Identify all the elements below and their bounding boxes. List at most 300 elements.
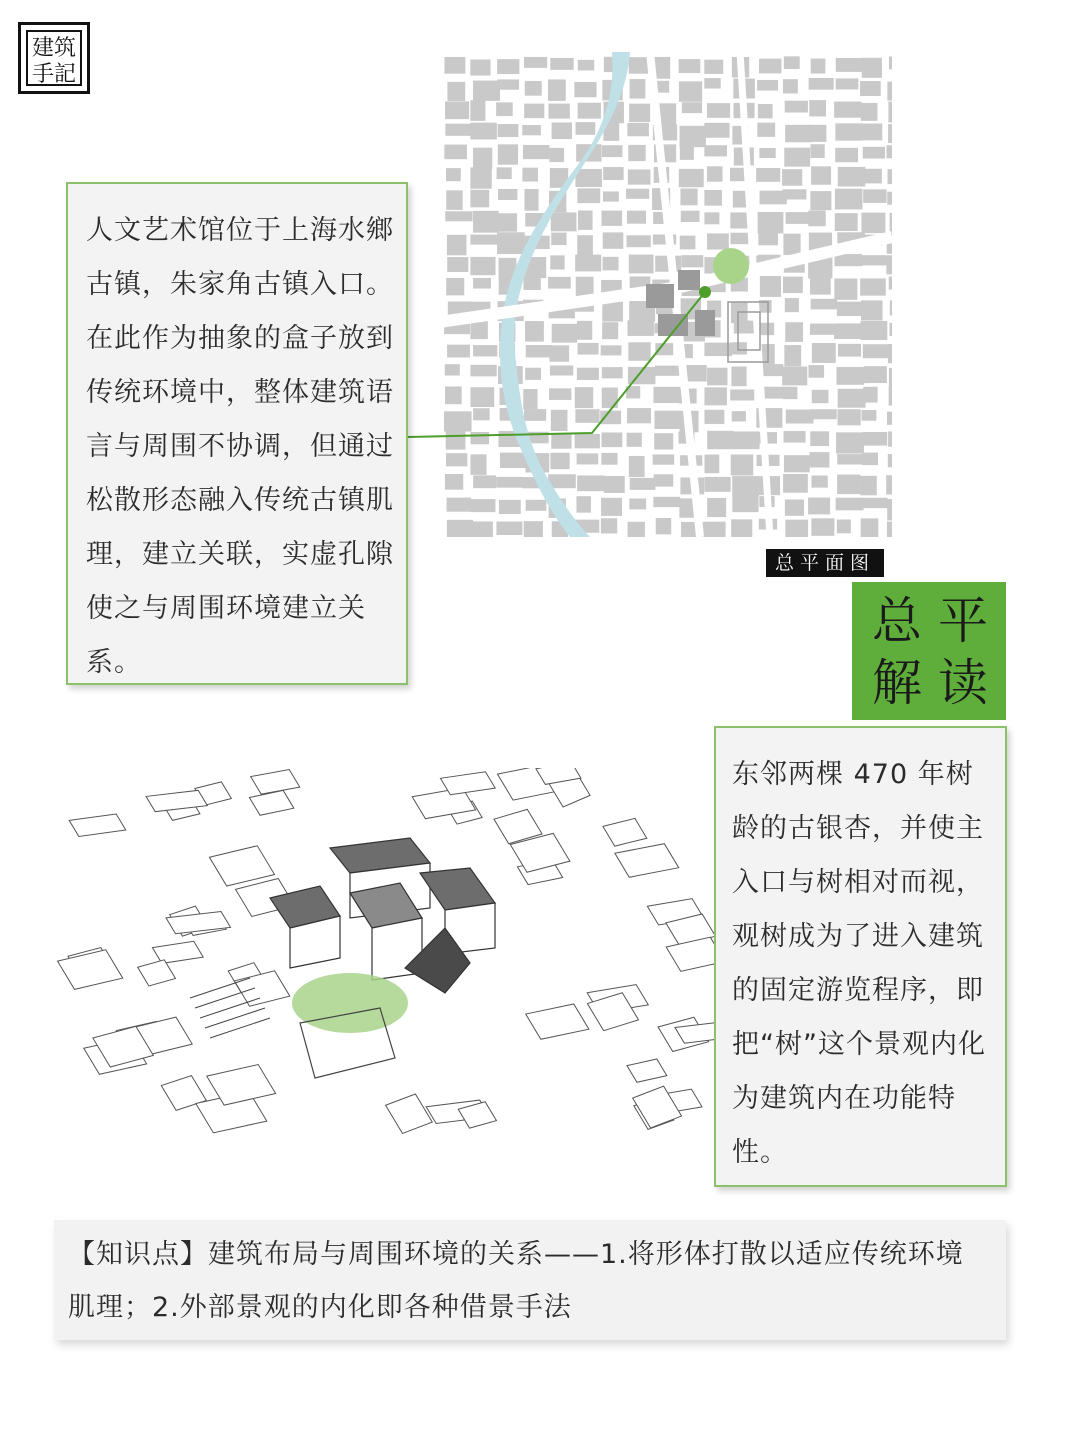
building-block <box>886 475 892 494</box>
building-block <box>628 169 651 184</box>
building-block <box>575 387 593 408</box>
building-block <box>680 236 696 250</box>
building-block <box>836 498 864 511</box>
building-block <box>732 411 746 421</box>
building-block <box>837 519 851 533</box>
building-block <box>811 59 826 74</box>
building-block <box>496 522 522 535</box>
building-block <box>886 145 892 158</box>
building-block <box>887 192 892 205</box>
building-block <box>837 475 860 495</box>
building-block <box>549 148 564 162</box>
building-block <box>548 79 566 100</box>
building-block <box>860 278 886 295</box>
building-block <box>680 144 694 160</box>
building-block <box>496 477 523 488</box>
building-block <box>680 126 706 147</box>
building-block <box>601 518 617 533</box>
building-block <box>860 81 881 96</box>
building-block <box>704 190 722 206</box>
building-block <box>863 344 890 358</box>
building-block <box>447 520 473 537</box>
building-block <box>835 123 862 140</box>
building-block <box>758 104 773 118</box>
building-block <box>812 390 829 403</box>
building-block <box>704 455 719 474</box>
building-block <box>783 79 798 93</box>
building-block <box>783 189 807 199</box>
building-block <box>731 454 754 475</box>
building-block <box>812 343 836 363</box>
building-block <box>785 101 808 113</box>
building-block <box>889 386 892 405</box>
building-block <box>809 100 826 116</box>
building-block <box>496 102 513 116</box>
building-block <box>835 189 863 210</box>
building-block <box>525 368 541 380</box>
building-block <box>808 365 824 378</box>
building-block <box>654 433 673 449</box>
building-block <box>548 104 569 119</box>
building-block <box>838 167 866 187</box>
building-block <box>578 60 594 71</box>
building-block <box>499 500 521 514</box>
title-char-4: 读 <box>938 654 988 712</box>
building-block <box>862 58 882 78</box>
building-block <box>550 255 564 269</box>
building-block <box>704 78 720 88</box>
building-block <box>552 122 572 139</box>
ginkgo-tree <box>713 248 749 284</box>
building-block <box>470 123 497 140</box>
building-block <box>731 367 746 387</box>
building-block <box>682 102 702 113</box>
building-block <box>653 454 675 464</box>
building-block <box>655 411 681 429</box>
building-block <box>470 499 495 512</box>
building-block <box>887 82 892 101</box>
building-block <box>836 367 864 385</box>
building-block <box>444 411 472 431</box>
building-block <box>838 344 861 357</box>
building-block <box>497 167 512 179</box>
building-block <box>628 367 656 384</box>
building-block <box>784 56 800 69</box>
building-block <box>811 475 827 487</box>
building-block <box>863 189 886 203</box>
ginkgo-tree-axon <box>292 973 408 1033</box>
building-block <box>655 343 673 355</box>
building-block <box>704 145 727 156</box>
building-block <box>836 432 864 453</box>
building-block <box>680 188 697 205</box>
building-block <box>707 233 729 249</box>
building-block <box>550 365 573 375</box>
building-block <box>602 322 618 339</box>
building-block <box>497 79 519 89</box>
building-block <box>861 410 876 421</box>
building-block <box>473 278 491 289</box>
tree-text-box <box>714 726 1007 1187</box>
building-block <box>889 57 892 70</box>
building-block <box>470 100 485 121</box>
building-block <box>757 123 775 137</box>
building-block <box>679 81 702 101</box>
building-block <box>704 410 724 424</box>
building-block <box>887 522 892 537</box>
building-block <box>551 410 568 431</box>
site-plan-drawing <box>440 52 892 537</box>
building-block <box>835 213 858 231</box>
building-block <box>602 211 623 226</box>
site-plan-caption: 总平面图 <box>766 549 884 577</box>
building-block <box>498 189 517 200</box>
building-block <box>550 453 569 469</box>
building-block <box>759 148 775 158</box>
building-block <box>604 476 625 493</box>
building-block <box>525 321 544 342</box>
building-block <box>887 412 892 425</box>
building-block <box>626 386 640 398</box>
building-block <box>444 57 465 74</box>
building-block <box>445 386 462 404</box>
building-block <box>889 368 892 389</box>
building-block <box>861 103 878 121</box>
building-block <box>888 124 892 143</box>
building-block <box>757 80 778 91</box>
building-block <box>888 102 892 123</box>
building-block <box>470 190 489 208</box>
building-block <box>627 235 651 247</box>
building-block <box>600 411 621 425</box>
building-block <box>888 431 892 446</box>
building-block <box>500 453 527 468</box>
building-block <box>470 167 491 188</box>
building-block <box>782 367 807 386</box>
building-block <box>834 254 862 266</box>
building-block <box>497 232 525 254</box>
building-block <box>577 188 600 203</box>
building-block <box>575 169 601 187</box>
building-block <box>575 434 600 448</box>
building-block <box>627 433 642 447</box>
building-block <box>523 389 537 409</box>
building-block <box>444 145 467 160</box>
building-block <box>861 300 883 320</box>
building-block <box>628 145 645 161</box>
building-block <box>810 191 831 210</box>
building-block <box>522 125 541 135</box>
building-block <box>602 367 623 378</box>
building-block <box>890 300 892 315</box>
building-block <box>758 212 784 233</box>
building-block <box>526 500 547 511</box>
building-block <box>810 452 830 467</box>
knowledge-point-box <box>54 1220 1006 1340</box>
building-block <box>704 477 730 492</box>
building-block <box>522 168 538 182</box>
building-block <box>446 431 466 450</box>
building-block <box>446 453 467 466</box>
building-block <box>578 103 601 119</box>
building-block <box>445 211 472 221</box>
building-block <box>862 432 887 446</box>
building-block <box>601 345 622 355</box>
building-block <box>473 345 497 356</box>
building-block <box>707 498 726 517</box>
building-block <box>810 277 831 295</box>
building-block <box>810 409 837 419</box>
building-block <box>525 81 542 96</box>
building-block <box>629 255 654 274</box>
building-block <box>549 345 569 361</box>
building-block <box>861 213 885 233</box>
building-block <box>860 124 882 141</box>
building-block <box>838 409 861 425</box>
building-block <box>575 255 601 272</box>
building-block <box>473 408 490 420</box>
building-block <box>760 276 781 297</box>
building-block <box>785 520 808 537</box>
building-block <box>548 277 571 289</box>
building-block <box>705 522 726 537</box>
building-block <box>577 235 593 255</box>
building-block <box>785 125 812 142</box>
building-block <box>627 123 649 136</box>
building-block <box>835 148 858 162</box>
building-block <box>601 453 617 465</box>
building-block <box>524 57 547 68</box>
building-block <box>655 366 680 376</box>
building-block <box>707 431 734 449</box>
building-block <box>628 522 645 537</box>
building-block <box>524 104 544 119</box>
building-block <box>810 324 837 335</box>
building-block <box>550 58 573 70</box>
building-block <box>888 344 892 363</box>
building-block <box>808 210 825 226</box>
building-block <box>447 235 467 255</box>
intro-text-box <box>66 182 408 685</box>
building-block <box>861 518 879 537</box>
building-block <box>681 211 700 222</box>
building-block <box>498 213 517 231</box>
building-block <box>497 59 519 74</box>
building-block <box>654 474 674 486</box>
building-block <box>785 499 804 515</box>
building-block <box>577 368 599 380</box>
building-block <box>864 169 882 184</box>
building-block <box>784 455 810 472</box>
building-block <box>785 322 803 342</box>
building-block <box>551 212 577 231</box>
building-block <box>576 496 590 512</box>
building-block <box>707 103 730 118</box>
building-block <box>445 474 463 490</box>
building-block <box>470 257 495 275</box>
knowledge-text: 【知识点】建筑布局与周围环境的关系——1.将形体打散以适应传统环境肌理；2.外部景观的内化即各种借景手法 <box>68 1239 964 1323</box>
building-block <box>863 147 885 159</box>
building-block <box>577 453 599 464</box>
building-block <box>890 213 892 232</box>
building-block <box>629 57 649 74</box>
building-block <box>447 257 468 272</box>
building-block <box>837 302 865 316</box>
building-block <box>834 279 857 300</box>
building-block <box>603 167 624 180</box>
building-block <box>524 521 543 537</box>
building-block <box>704 60 723 74</box>
building-block <box>732 496 758 512</box>
building-block <box>860 476 877 495</box>
building-block <box>811 299 837 310</box>
site-plan-map <box>440 52 892 537</box>
site-marker <box>699 286 711 298</box>
building-block <box>629 498 646 509</box>
building-block <box>602 302 623 322</box>
building-block <box>470 521 492 537</box>
building-block <box>629 104 650 122</box>
axonometric-drawing <box>50 768 715 1148</box>
building-block <box>784 431 806 443</box>
building-block <box>861 321 888 340</box>
tree-text: 东邻两棵 470 年树龄的古银杏，并使主入口与树相对而视，观树成为了进入建筑的固定游览程序，即把“树”这个景观内化为建筑内在功能特性。 <box>732 759 986 1168</box>
building-block <box>707 368 727 386</box>
building-block <box>837 454 865 464</box>
building-block <box>578 343 599 355</box>
building-block <box>681 522 708 537</box>
building-block <box>551 434 571 449</box>
building-block <box>704 212 719 224</box>
building-block <box>730 212 749 228</box>
building-block <box>630 478 656 490</box>
building-block <box>630 79 646 99</box>
building-block <box>578 210 593 229</box>
building-block <box>887 499 892 520</box>
building-block <box>498 124 519 137</box>
building-block <box>524 409 546 421</box>
building-block <box>862 255 887 265</box>
building-block <box>549 388 571 400</box>
building-block <box>523 277 540 290</box>
building-block <box>732 476 759 496</box>
building-block <box>731 519 752 537</box>
building-block <box>577 475 604 491</box>
building-block <box>834 102 861 118</box>
building-block <box>473 81 500 101</box>
building-block <box>679 59 701 73</box>
building-block <box>653 387 681 403</box>
building-block <box>446 168 461 181</box>
building-block <box>628 342 650 360</box>
section-title-block <box>852 582 1006 720</box>
building-block <box>730 390 754 401</box>
building-block <box>602 145 622 157</box>
building-block <box>498 144 518 164</box>
building-block <box>445 101 469 119</box>
building-block <box>836 78 859 89</box>
building-block <box>470 432 489 444</box>
building-block <box>888 169 892 184</box>
building-block <box>838 389 866 408</box>
building-block <box>681 255 703 267</box>
building-block <box>732 431 760 449</box>
building-block <box>574 82 596 97</box>
building-block <box>784 148 810 167</box>
building-block <box>575 409 599 423</box>
building-block <box>783 277 803 294</box>
building-block <box>890 323 892 336</box>
building-block <box>629 456 645 477</box>
building-block <box>785 298 799 312</box>
building-block <box>470 235 498 245</box>
building-block <box>576 122 596 135</box>
building-block <box>447 498 472 512</box>
building-block <box>523 145 549 159</box>
building-block <box>886 255 892 274</box>
logo <box>18 22 90 94</box>
building-block <box>627 408 651 423</box>
building-block <box>656 518 671 534</box>
building-block <box>473 211 499 233</box>
building-block <box>863 387 877 403</box>
building-block <box>470 365 496 377</box>
building-block <box>836 58 863 72</box>
building-block <box>601 498 622 516</box>
logo-line2: 手記 <box>31 62 77 87</box>
building-block <box>730 233 748 244</box>
building-block <box>784 345 801 366</box>
building-block <box>602 388 618 408</box>
title-char-1: 总 <box>872 592 922 650</box>
building-block <box>704 387 726 405</box>
building-block <box>526 345 553 357</box>
building-block <box>470 454 486 475</box>
building-block <box>809 125 827 142</box>
building-block <box>447 82 465 101</box>
building-block <box>864 366 887 383</box>
building-block <box>808 498 830 515</box>
building-block <box>446 190 462 210</box>
building-block <box>445 124 471 136</box>
building-block <box>782 169 802 186</box>
building-block <box>447 345 470 358</box>
building-block <box>552 324 577 343</box>
building-block <box>473 475 496 488</box>
building-block <box>626 189 649 199</box>
building-block <box>653 497 680 507</box>
building-block <box>704 123 729 138</box>
building-block <box>786 410 814 424</box>
building-block <box>601 432 622 447</box>
building-block <box>811 166 831 184</box>
building-block <box>889 276 892 289</box>
building-block <box>627 211 646 224</box>
building-block <box>731 342 747 354</box>
building-block <box>783 474 808 493</box>
building-block <box>603 191 619 201</box>
building-block <box>446 278 464 295</box>
building-block <box>811 518 834 535</box>
building-block <box>679 169 704 187</box>
logo-line1: 建筑 <box>31 36 77 61</box>
building-block <box>577 321 592 340</box>
building-block <box>473 148 492 169</box>
building-block <box>603 257 619 271</box>
building-block <box>756 168 780 182</box>
title-char-2: 平 <box>938 592 988 650</box>
building-block <box>786 212 809 224</box>
